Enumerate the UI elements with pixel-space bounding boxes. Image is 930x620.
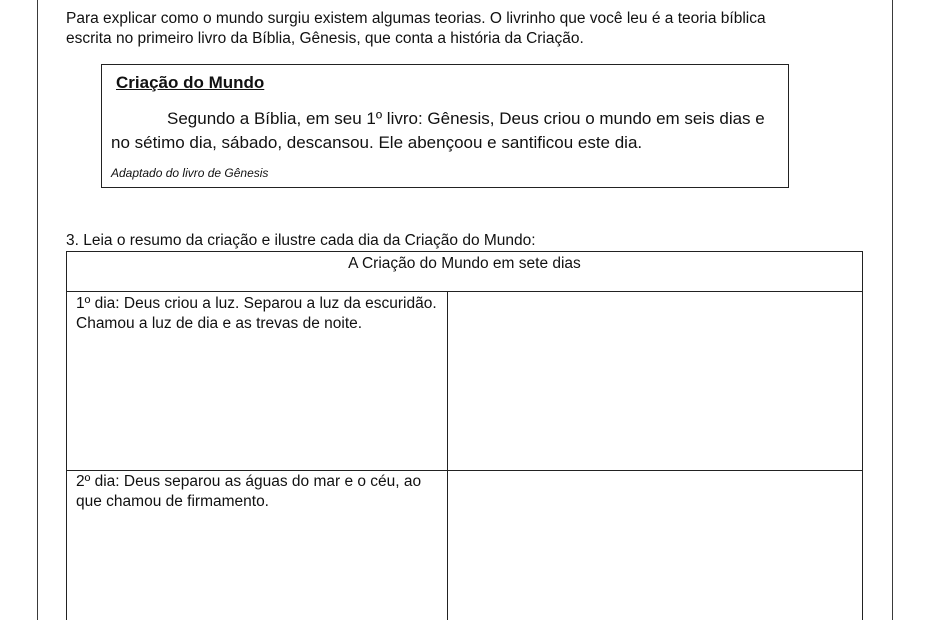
day-1-drawing-area[interactable] xyxy=(448,292,862,470)
day-2-drawing-area[interactable] xyxy=(448,471,862,620)
intro-line-2: escrita no primeiro livro da Bíblia, Gênesis, que conta a história da Criação. xyxy=(66,30,584,47)
box-paragraph: Segundo a Bíblia, em seu 1º livro: Gênesis, Deus criou o mundo em seis dias e no sétimo dia, sábado, descansou. Ele abençoou e santificou este dia. xyxy=(111,109,765,152)
question-3: 3. Leia o resumo da criação e ilustre cada dia da Criação do Mundo: xyxy=(66,232,536,249)
box-text xyxy=(111,107,781,155)
box-title: Criação do Mundo xyxy=(116,73,265,92)
table-header: A Criação do Mundo em sete dias xyxy=(67,252,862,292)
box-source: Adaptado do livro de Gênesis xyxy=(111,166,269,180)
intro-paragraph xyxy=(66,9,866,49)
left-margin-line xyxy=(37,0,38,620)
day-1-text: 1º dia: Deus criou a luz. Separou a luz da escuridão. Chamou a luz de dia e as trevas de noite. xyxy=(76,295,437,332)
right-margin-line xyxy=(892,0,893,620)
creation-days-table xyxy=(66,251,863,620)
day-2-text: 2º dia: Deus separou as águas do mar e o céu, ao que chamou de firmamento. xyxy=(76,473,422,510)
intro-line-1: Para explicar como o mundo surgiu existem algumas teorias. O livrinho que você leu é a teoria bíblica xyxy=(66,10,766,27)
creation-text-box xyxy=(101,64,789,188)
